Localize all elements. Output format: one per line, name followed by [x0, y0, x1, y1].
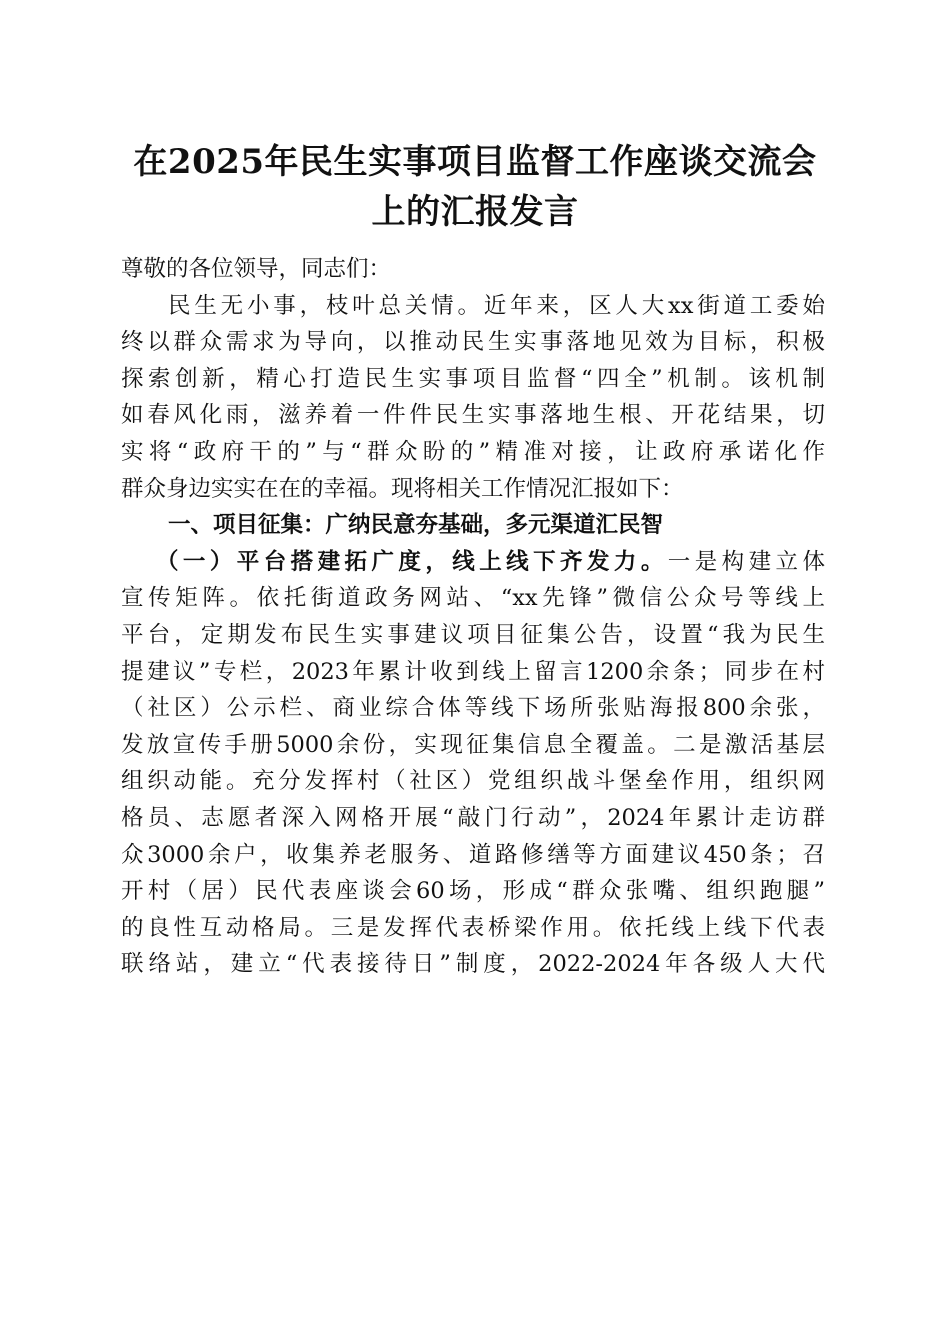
intro-line-4: 如春风化雨，滋养着一件件民生实事落地生根、开花结果，切: [121, 402, 825, 429]
subsection-first-line-rest: 一是构建立体: [667, 548, 825, 575]
intro-line-5: 实将“政府干的”与“群众盼的”精准对接，让政府承诺化作: [121, 438, 825, 465]
body-line-10: 的良性互动格局。三是发挥代表桥梁作用。依托线上线下代表: [121, 914, 825, 941]
section-heading-1: 一、项目征集：广纳民意夯基础，多元渠道汇民智: [168, 512, 664, 539]
salutation: 尊敬的各位领导，同志们：: [121, 256, 392, 282]
body-line-4: （社区）公示栏、商业综合体等线下场所张贴海报800余张，: [121, 695, 825, 722]
intro-line-6: 群众身边实实在在的幸福。现将相关工作情况汇报如下：: [121, 475, 684, 502]
body-line-2: 平台，定期发布民生实事建议项目征集公告，设置“我为民生: [121, 621, 825, 648]
intro-line-3: 探索创新，精心打造民生实事项目监督“四全”机制。该机制: [121, 365, 825, 392]
body-line-5: 发放宣传手册5000余份，实现征集信息全覆盖。二是激活基层: [121, 731, 825, 758]
subsection-first-line: [121, 544, 825, 581]
title-line-2: 上的汇报发言: [371, 192, 579, 232]
title-line-1: 在2025年民生实事项目监督工作座谈交流会: [133, 142, 817, 182]
document-title: [110, 137, 840, 237]
intro-line-2: 终以群众需求为导向，以推动民生实事落地见效为目标，积极: [121, 329, 825, 356]
document-body: [121, 251, 825, 983]
intro-line-1: 民生无小事，枝叶总关情。近年来，区人大xx街道工委始: [168, 292, 825, 319]
body-line-7: 格员、志愿者深入网格开展“敲门行动”，2024年累计走访群: [121, 804, 825, 831]
subsection-lead: （一）平台搭建拓广度，线上线下齐发力。: [156, 548, 668, 575]
body-line-1: 宣传矩阵。依托街道政务网站、“xx先锋”微信公众号等线上: [121, 585, 825, 612]
body-line-11: 联络站，建立“代表接待日”制度，2022-2024年各级人大代: [121, 951, 825, 978]
body-line-9: 开村（居）民代表座谈会60场，形成“群众张嘴、组织跑腿”: [121, 878, 825, 905]
body-line-3: 提建议”专栏，2023年累计收到线上留言1200余条；同步在村: [121, 658, 825, 685]
body-line-8: 众3000余户，收集养老服务、道路修缮等方面建议450条；召: [121, 841, 825, 868]
body-line-6: 组织动能。充分发挥村（社区）党组织战斗堡垒作用，组织网: [121, 768, 825, 795]
